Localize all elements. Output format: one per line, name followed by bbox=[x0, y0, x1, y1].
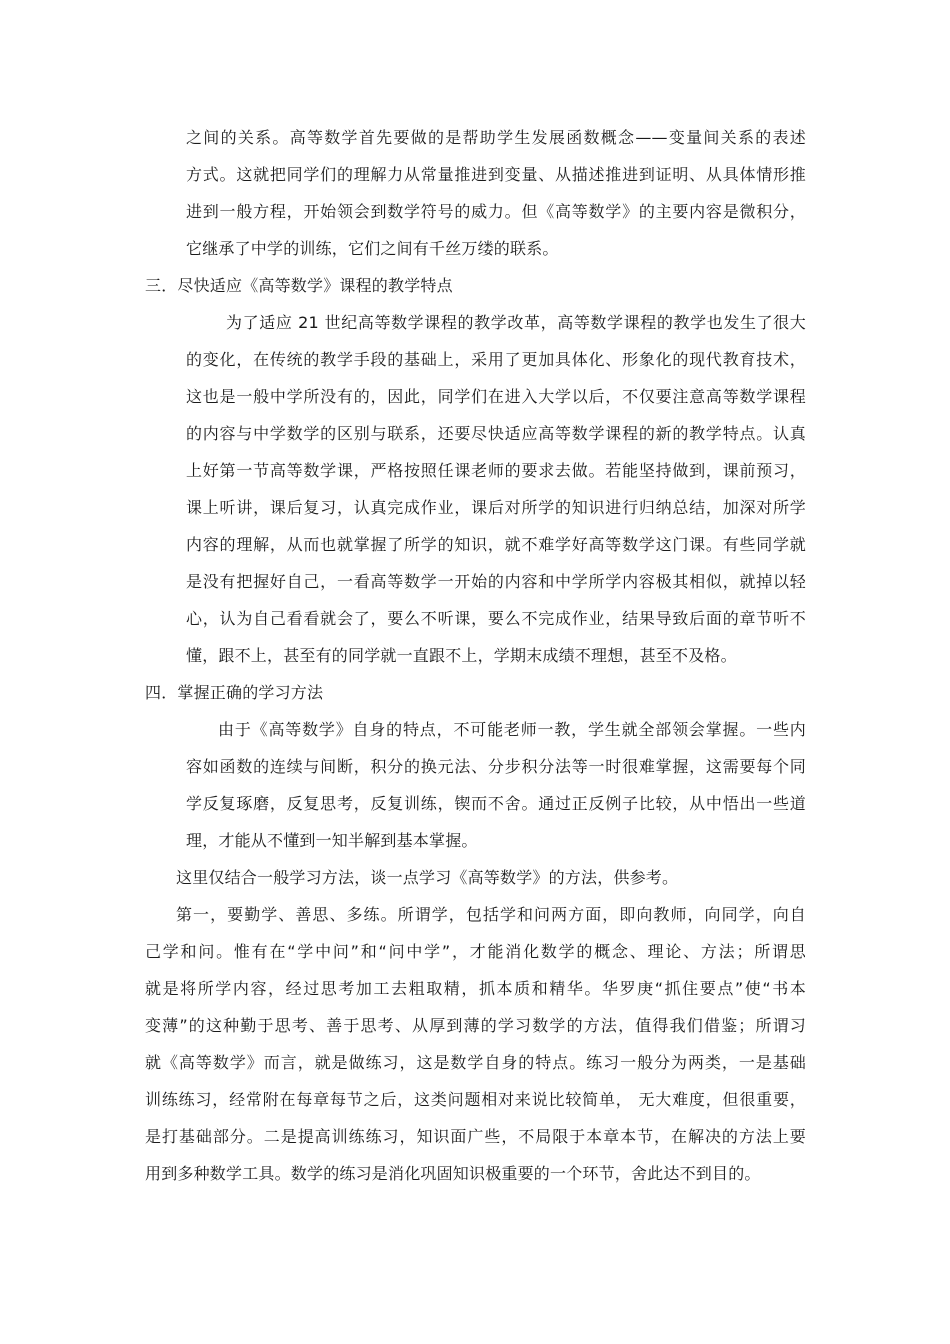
paragraph-line: 这也是一般中学所没有的，因此，同学们在进入大学以后，不仅要注意高等数学课程 bbox=[186, 387, 806, 406]
paragraph-line: 学反复琢磨，反复思考，反复训练，锲而不舍。通过正反例子比较，从中悟出一些道 bbox=[186, 794, 806, 813]
section-heading: 四．掌握正确的学习方法 bbox=[145, 683, 324, 702]
paragraph-line: 懂，跟不上，甚至有的同学就一直跟不上，学期末成绩不理想，甚至不及格。 bbox=[186, 646, 737, 665]
paragraph-line: 之间的关系。高等数学首先要做的是帮助学生发展函数概念——变量间关系的表述 bbox=[186, 128, 806, 147]
paragraph-line: 课上听讲，课后复习，认真完成作业，课后对所学的知识进行归纳总结，加深对所学 bbox=[186, 498, 806, 517]
paragraph-line: 心，认为自己看看就会了，要么不听课，要么不完成作业，结果导致后面的章节听不 bbox=[186, 609, 806, 628]
paragraph-line: 容如函数的连续与间断，积分的换元法、分步积分法等一时很难掌握，这需要每个同 bbox=[186, 757, 806, 776]
paragraph-line: 就是将所学内容，经过思考加工去粗取精，抓本质和精华。华罗庚“抓住要点”使“书本 bbox=[145, 979, 806, 998]
paragraph-line: 是打基础部分。二是提高训练练习，知识面广些，不局限于本章本节，在解决的方法上要 bbox=[145, 1127, 806, 1146]
paragraph-line: 进到一般方程，开始领会到数学符号的威力。但《高等数学》的主要内容是微积分， bbox=[186, 202, 806, 221]
paragraph-line: 就《高等数学》而言，就是做练习，这是数学自身的特点。练习一般分为两类，一是基础 bbox=[145, 1053, 806, 1072]
paragraph-line: 上好第一节高等数学课，严格按照任课老师的要求去做。若能坚持做到，课前预习， bbox=[186, 461, 806, 480]
paragraph-line: 的变化，在传统的教学手段的基础上，采用了更加具体化、形象化的现代教育技术， bbox=[186, 350, 806, 369]
paragraph-line: 的内容与中学数学的区别与联系，还要尽快适应高等数学课程的新的教学特点。认真 bbox=[186, 424, 806, 443]
paragraph-line: 用到多种数学工具。数学的练习是消化巩固知识极重要的一个环节，舍此达不到目的。 bbox=[145, 1164, 761, 1183]
paragraph-line: 变薄”的这种勤于思考、善于思考、从厚到薄的学习数学的方法，值得我们借鉴；所谓习 bbox=[145, 1016, 806, 1035]
paragraph-line: 它继承了中学的训练，它们之间有千丝万缕的联系。 bbox=[186, 239, 559, 258]
paragraph-line: 训练练习，经常附在每章每节之后，这类问题相对来说比较简单， 无大难度，但很重要， bbox=[145, 1090, 806, 1109]
paragraph-line: 是没有把握好自己，一看高等数学一开始的内容和中学所学内容极其相似，就掉以轻 bbox=[186, 572, 806, 591]
paragraph-line: 内容的理解，从而也就掌握了所学的知识，就不难学好高等数学这门课。有些同学就 bbox=[186, 535, 806, 554]
paragraph-line: 为了适应 21 世纪高等数学课程的教学改革，高等数学课程的教学也发生了很大 bbox=[226, 313, 806, 332]
paragraph-line: 方式。这就把同学们的理解力从常量推进到变量、从描述推进到证明、从具体情形推 bbox=[186, 165, 806, 184]
intro-line: 这里仅结合一般学习方法，谈一点学习《高等数学》的方法，供参考。 bbox=[176, 868, 679, 887]
section-heading: 三．尽快适应《高等数学》课程的教学特点 bbox=[145, 276, 453, 295]
paragraph-line: 己学和问。惟有在“学中问”和“问中学”，才能消化数学的概念、理论、方法；所谓思 bbox=[145, 942, 806, 961]
paragraph-line: 理，才能从不懂到一知半解到基本掌握。 bbox=[186, 831, 478, 850]
paragraph-line: 第一，要勤学、善思、多练。所谓学，包括学和问两方面，即向教师，向同学，向自 bbox=[176, 905, 806, 924]
paragraph-line: 由于《高等数学》自身的特点，不可能老师一教，学生就全部领会掌握。一些内 bbox=[218, 720, 806, 739]
